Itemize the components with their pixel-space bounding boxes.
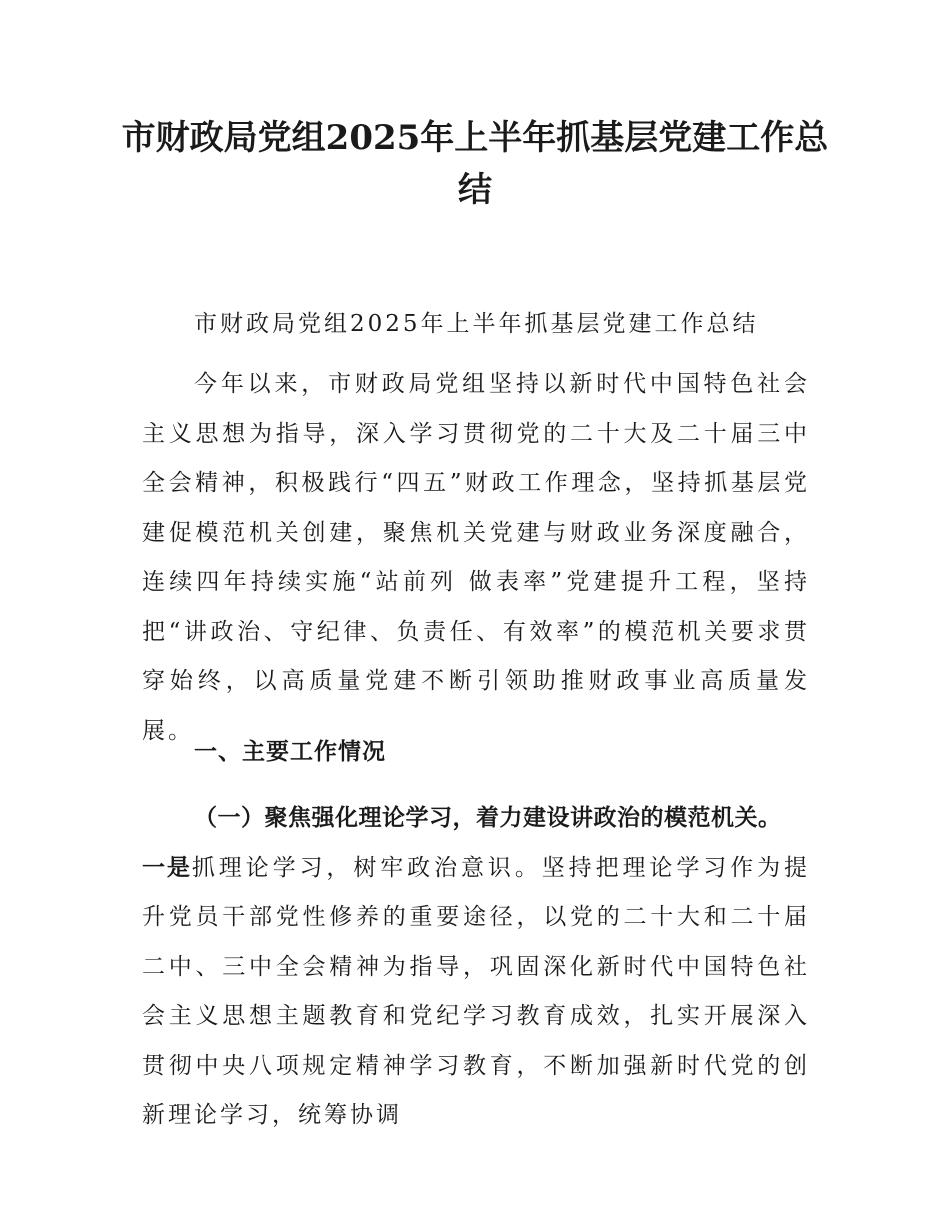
section-heading: 一、主要工作情况 xyxy=(194,739,386,765)
section-paragraph xyxy=(142,794,810,1141)
intro-paragraph: 今年以来，市财政局党组坚持以新时代中国特色社会主义思想为指导，深入学习贯彻党的二十大及二十届三中全会精神，积极践行“四五”财政工作理念，坚持抓基层党建促模范机关创建，聚焦机关党建与财政业务深度融合，连续四年持续实施“站前列 做表率”党建提升工程，坚持把“讲政治、守纪律、负责任、有效率”的模范机关要求贯穿始终，以高质量党建不断引领助推财政事业高质量发展。 xyxy=(142,371,810,744)
point-text: 抓理论学习，树牢政治意识。坚持把理论学习作为提升党员干部党性修养的重要途径，以党的二十大和二十届二中、三中全会精神为指导，巩固深化新时代中国特色社会主义思想主题教育和党纪学习教育成效，扎实开展深入贯彻中央八项规定精神学习教育，不断加强新时代党的创新理论学习，统筹协调 xyxy=(142,854,811,1128)
document-title: 市财政局党组2025年上半年抓基层党建工作总结 xyxy=(121,118,829,210)
subsection-heading: （一）聚焦强化理论学习，着力建设讲政治的模范机关。 xyxy=(194,805,782,831)
point-lead: 一是 xyxy=(142,854,192,881)
document-subtitle: 市财政局党组2025年上半年抓基层党建工作总结 xyxy=(194,311,759,337)
